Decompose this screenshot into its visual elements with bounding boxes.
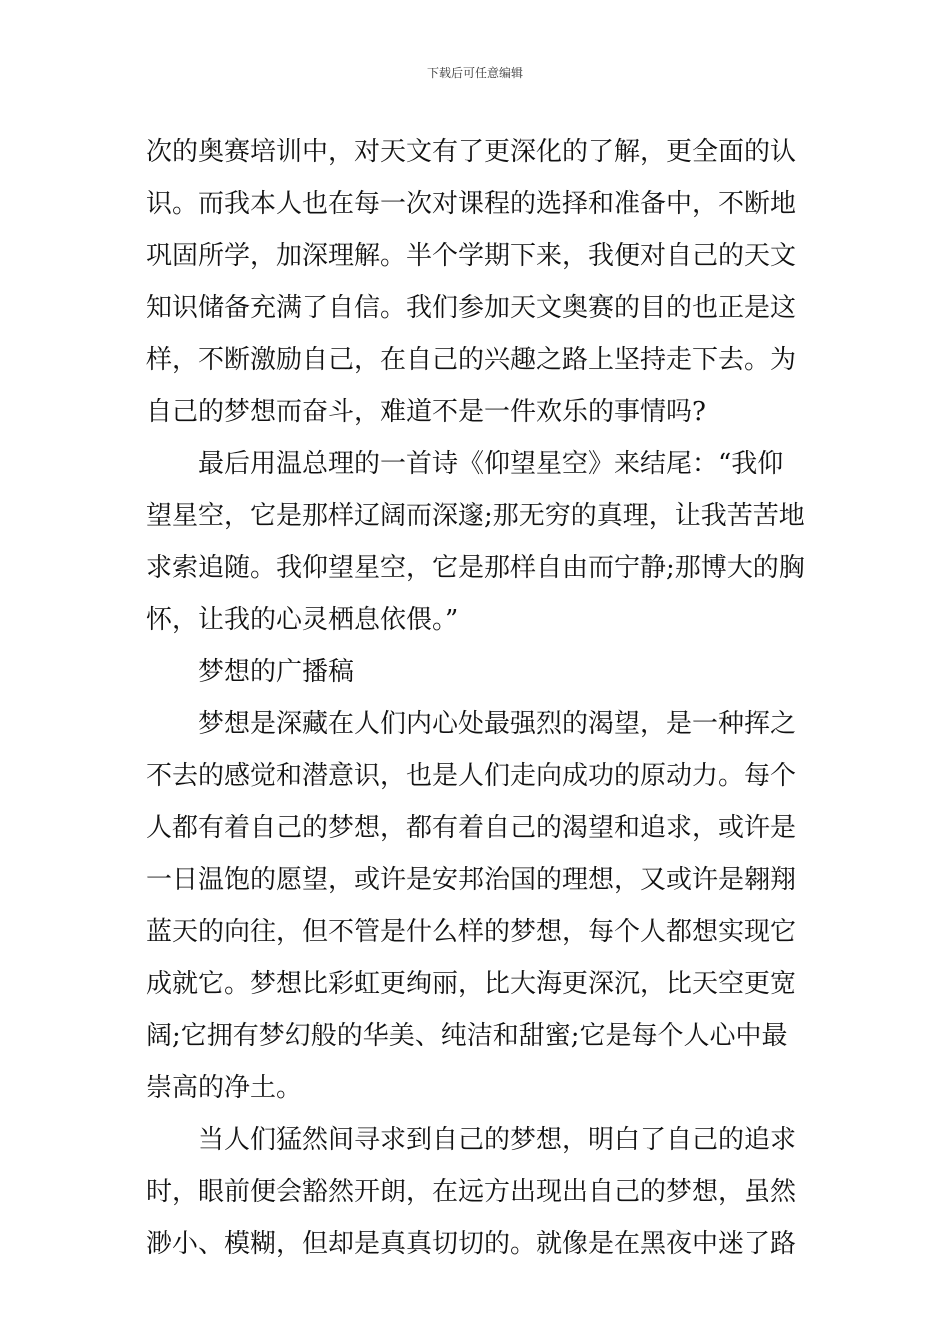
text-line: 识。而我本人也在每一次对课程的选择和准备中，不断地 <box>146 189 797 219</box>
text-line: 样，不断激励自己，在自己的兴趣之路上坚持走下去。为 <box>146 345 797 375</box>
text-line: 怀，让我的心灵栖息依偎。” <box>146 605 459 635</box>
text-line: 阔;它拥有梦幻般的华美、纯洁和甜蜜;它是每个人心中最 <box>146 1021 788 1051</box>
text-line: 渺小、模糊，但却是真真切切的。就像是在黑夜中迷了路 <box>146 1229 797 1259</box>
text-line: 崇高的净土。 <box>146 1073 303 1103</box>
text-line: 次的奥赛培训中，对天文有了更深化的了解，更全面的认 <box>146 137 797 167</box>
paragraph-first-line: 梦想是深藏在人们内心处最强烈的渴望，是一种挥之 <box>198 709 797 739</box>
text-line: 不去的感觉和潜意识，也是人们走向成功的原动力。每个 <box>146 761 797 791</box>
text-line: 知识储备充满了自信。我们参加天文奥赛的目的也正是这 <box>146 293 797 323</box>
text-line: 自己的梦想而奋斗，难道不是一件欢乐的事情吗? <box>146 397 706 427</box>
document-body <box>146 126 810 1270</box>
page-header: 下载后可任意编辑 <box>426 66 523 80</box>
text-line: 一日温饱的愿望，或许是安邦治国的理想，又或许是翱翔 <box>146 865 797 895</box>
text-line: 巩固所学，加深理解。半个学期下来，我便对自己的天文 <box>146 241 797 271</box>
paragraph-first-line: 最后用温总理的一首诗《仰望星空》来结尾：“我仰 <box>198 449 784 479</box>
text-line: 成就它。梦想比彩虹更绚丽，比大海更深沉，比天空更宽 <box>146 969 797 999</box>
text-line: 望星空，它是那样辽阔而深邃;那无穷的真理，让我苦苦地 <box>146 501 805 531</box>
section-title: 梦想的广播稿 <box>198 657 355 687</box>
text-line: 人都有着自己的梦想，都有着自己的渴望和追求，或许是 <box>146 813 797 843</box>
text-line: 求索追随。我仰望星空，它是那样自由而宁静;那博大的胸 <box>146 553 805 583</box>
paragraph-first-line: 当人们猛然间寻求到自己的梦想，明白了自己的追求 <box>198 1125 797 1155</box>
text-line: 时，眼前便会豁然开朗，在远方出现出自己的梦想，虽然 <box>146 1177 797 1207</box>
text-line: 蓝天的向往，但不管是什么样的梦想，每个人都想实现它 <box>146 917 797 947</box>
